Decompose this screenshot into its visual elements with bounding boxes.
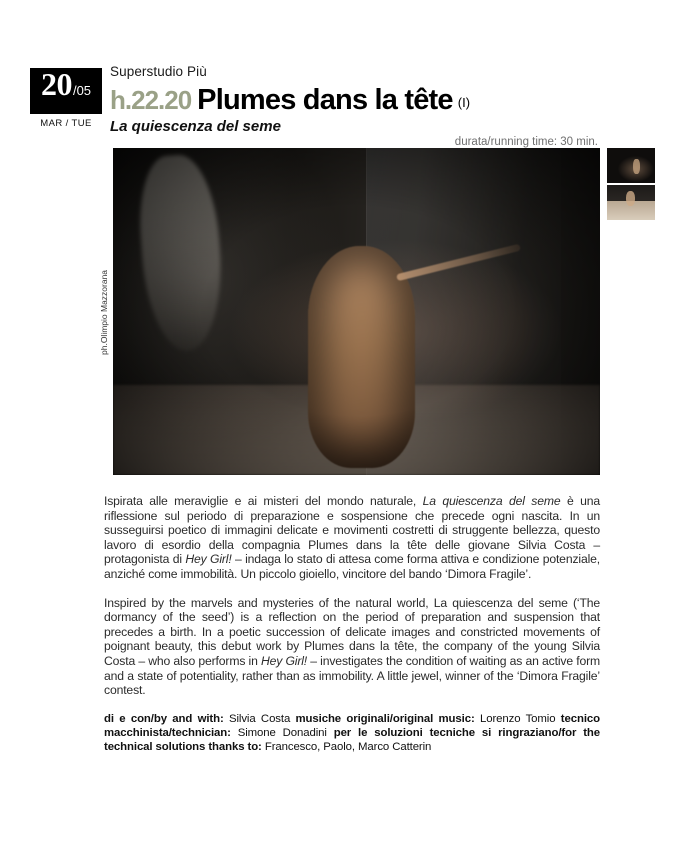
photo-vignette xyxy=(113,148,600,475)
credits-label-cast: di e con/by and with: xyxy=(104,712,224,725)
credits-label-tech: tecnico macchinista/technician: xyxy=(104,712,600,739)
date-box xyxy=(30,68,102,113)
venue-name: Superstudio Più xyxy=(110,64,207,79)
event-title: Plumes dans la tête xyxy=(197,84,453,116)
paragraph-english xyxy=(104,596,600,698)
credits-label-music: musiche originali/original music: xyxy=(295,712,475,725)
credits-value-cast: Silvia Costa xyxy=(223,712,296,725)
italian-emphasis-1: La quiescenza del seme xyxy=(422,494,561,508)
thumbnail-image-1[interactable] xyxy=(607,148,655,183)
date-day: 20 xyxy=(40,66,72,102)
running-time: durata/running time: 30 min. xyxy=(454,136,598,148)
credits-value-tech: Simone Donadini xyxy=(230,726,334,739)
event-time: h.22.20 xyxy=(110,85,192,115)
title-line xyxy=(110,84,470,117)
credits-block xyxy=(104,712,600,754)
event-subtitle: La quiescenza del seme xyxy=(110,118,281,135)
description-body xyxy=(104,494,600,754)
italian-end: – indaga lo stato di attesa come forma attiva e condizione potenziale, anziché come immobilità. Un piccolo gioiello, vincitore del bando ‘Dimora Fragile’. xyxy=(104,552,600,581)
credits-label-thanks: per le soluzioni tecniche si ringraziano/for the technical solutions thanks to: xyxy=(104,726,600,753)
date-block xyxy=(30,68,102,129)
italian-mid: è una riflessione sul periodo di preparazione e sospensione che precede ogni nascita. In un susseguirsi poetico di immagini delicate e movimenti costretti di struggente bellezza, questo lavoro di esordio della compagnia Plumes dans la tête delle giovane Silvia Costa – protagonista di xyxy=(104,494,600,567)
credits-value-music: Lorenzo Tomio xyxy=(474,712,561,725)
english-end: – investigates the condition of waiting as an active form and a state of potentiality, rather than as immobility. A little jewel, winner of the ‘Dimora Fragile’ contest. xyxy=(104,653,600,698)
date-weekday: MAR / TUE xyxy=(30,113,102,129)
english-pre: Inspired by the marvels and mysteries of the natural world, La quiescenza del seme (‘The dormancy of the seed’) is a reflection on the period of preparation and suspension that precedes a birth. In a poetic succession of delicate images and constricted movements of poignant beauty, this debut work by Plumes dans la tête, the company of the young Silvia Costa – who also performs in xyxy=(104,595,600,668)
italian-emphasis-2: Hey Girl! xyxy=(185,552,232,567)
credits-value-thanks: Francesco, Paolo, Marco Catterin xyxy=(261,740,432,753)
photo-credit: ph.Olimpio Mazzorana xyxy=(99,269,109,355)
italian-pre: Ispirata alle meraviglie e ai misteri del mondo naturale, xyxy=(104,494,423,508)
main-photo xyxy=(113,148,600,475)
thumbnail-image-2[interactable] xyxy=(607,185,655,220)
date-month: /05 xyxy=(72,83,92,98)
paragraph-italian xyxy=(104,494,600,582)
english-emphasis-1: Hey Girl! xyxy=(260,653,308,668)
event-title-country: (I) xyxy=(457,95,471,110)
thumbnail-strip xyxy=(607,148,655,222)
